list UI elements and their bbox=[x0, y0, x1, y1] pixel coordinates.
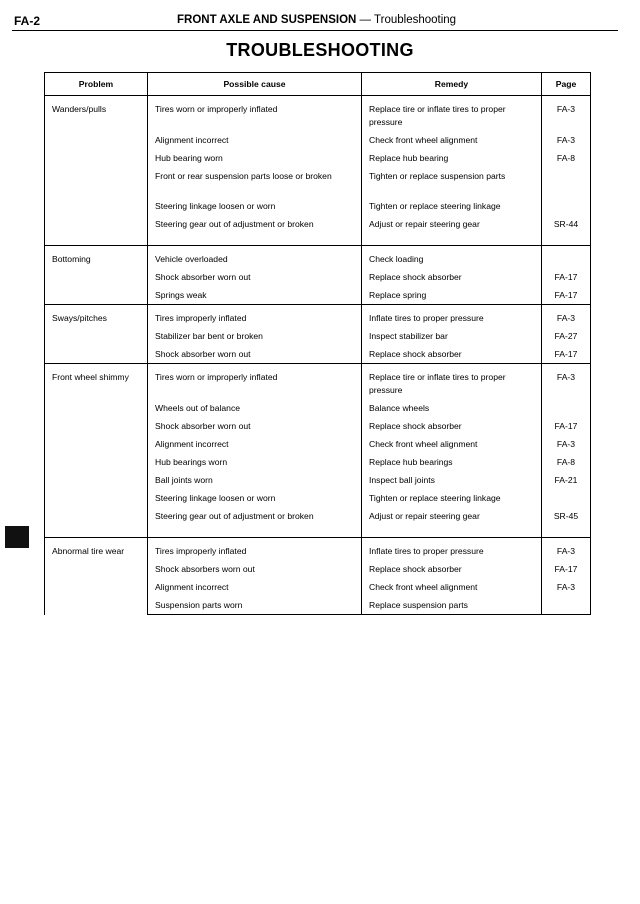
possible-cause-cell bbox=[148, 364, 362, 400]
table-row bbox=[45, 538, 591, 561]
possible-cause-text: Ball joints worn bbox=[155, 475, 213, 485]
page-cell bbox=[542, 435, 591, 453]
possible-cause-text: Tires improperly inflated bbox=[155, 313, 247, 323]
remedy-cell bbox=[362, 327, 542, 345]
page-cell bbox=[542, 268, 591, 286]
page-text: FA-21 bbox=[554, 475, 578, 485]
remedy-text: Replace suspension parts bbox=[369, 600, 468, 610]
possible-cause-text: Wheels out of balance bbox=[155, 403, 241, 413]
possible-cause-text: Alignment incorrect bbox=[155, 135, 229, 145]
page-cell bbox=[542, 131, 591, 149]
page-title: TROUBLESHOOTING bbox=[226, 40, 414, 60]
remedy-text: Tighten or replace steering linkage bbox=[369, 201, 501, 211]
possible-cause-text: Vehicle overloaded bbox=[155, 254, 228, 264]
remedy-cell bbox=[362, 560, 542, 578]
problem-cell bbox=[45, 538, 148, 615]
remedy-cell bbox=[362, 131, 542, 149]
possible-cause-text: Shock absorbers worn out bbox=[155, 564, 255, 574]
possible-cause-cell bbox=[148, 305, 362, 328]
possible-cause-cell bbox=[148, 345, 362, 364]
header-rule bbox=[12, 30, 618, 31]
possible-cause-cell bbox=[148, 538, 362, 561]
page-cell bbox=[542, 417, 591, 435]
remedy-cell bbox=[362, 268, 542, 286]
remedy-cell bbox=[362, 345, 542, 364]
possible-cause-text: Hub bearing worn bbox=[155, 153, 223, 163]
page-cell bbox=[542, 149, 591, 167]
remedy-cell bbox=[362, 489, 542, 507]
remedy-text: Replace shock absorber bbox=[369, 564, 462, 574]
page-text bbox=[542, 596, 590, 613]
remedy-cell bbox=[362, 197, 542, 215]
remedy-cell bbox=[362, 215, 542, 246]
page-code: FA-2 bbox=[14, 14, 41, 28]
page-cell bbox=[542, 507, 591, 538]
page-cell bbox=[542, 578, 591, 596]
possible-cause-cell bbox=[148, 471, 362, 489]
possible-cause-text: Tires improperly inflated bbox=[155, 546, 247, 556]
page-text: FA-17 bbox=[554, 290, 578, 300]
possible-cause-text: Front or rear suspension parts loose or broken bbox=[155, 171, 332, 181]
remedy-cell bbox=[362, 538, 542, 561]
page-cell bbox=[542, 538, 591, 561]
remedy-cell bbox=[362, 149, 542, 167]
possible-cause-cell bbox=[148, 417, 362, 435]
section-tab-marker bbox=[5, 526, 29, 548]
remedy-cell bbox=[362, 167, 542, 197]
remedy-text: Tighten or replace steering linkage bbox=[369, 493, 501, 503]
possible-cause-cell bbox=[148, 286, 362, 305]
page-cell bbox=[542, 327, 591, 345]
table-header-row bbox=[45, 73, 591, 96]
page-text: FA-3 bbox=[556, 546, 576, 556]
possible-cause-text: Steering linkage loosen or worn bbox=[155, 201, 276, 211]
page-text: SR-45 bbox=[553, 511, 579, 521]
page-text: FA-3 bbox=[556, 135, 576, 145]
remedy-cell bbox=[362, 417, 542, 435]
possible-cause-cell bbox=[148, 215, 362, 246]
possible-cause-cell bbox=[148, 197, 362, 215]
page-cell bbox=[542, 345, 591, 364]
page-text: FA-3 bbox=[556, 372, 576, 382]
page-cell bbox=[542, 596, 591, 615]
remedy-cell bbox=[362, 364, 542, 400]
remedy-text: Replace spring bbox=[369, 290, 427, 300]
troubleshooting-table bbox=[44, 72, 591, 615]
remedy-text: Tighten or replace suspension parts bbox=[369, 171, 506, 181]
possible-cause-text: Suspension parts worn bbox=[155, 600, 243, 610]
page-text: FA-8 bbox=[556, 457, 576, 467]
remedy-text: Adjust or repair steering gear bbox=[369, 511, 480, 521]
possible-cause-cell bbox=[148, 327, 362, 345]
possible-cause-cell bbox=[148, 268, 362, 286]
possible-cause-text: Tires worn or improperly inflated bbox=[155, 104, 278, 114]
remedy-cell bbox=[362, 96, 542, 132]
remedy-text: Replace tire or inflate tires to proper pressure bbox=[369, 372, 506, 395]
page-text bbox=[542, 246, 590, 267]
problem-cell bbox=[45, 96, 148, 246]
column-header-problem: Problem bbox=[45, 73, 148, 96]
title-separator: — bbox=[359, 14, 372, 26]
remedy-text: Replace tire or inflate tires to proper pressure bbox=[369, 104, 506, 127]
problem-label: Bottoming bbox=[52, 254, 91, 264]
problem-label: Sways/pitches bbox=[52, 313, 107, 323]
possible-cause-text: Shock absorber worn out bbox=[155, 349, 251, 359]
possible-cause-cell bbox=[148, 560, 362, 578]
table-row bbox=[45, 96, 591, 132]
remedy-cell bbox=[362, 596, 542, 615]
page-cell bbox=[542, 471, 591, 489]
page-cell bbox=[542, 305, 591, 328]
remedy-text: Replace shock absorber bbox=[369, 421, 462, 431]
subsection-name: Troubleshooting bbox=[374, 14, 457, 26]
page-text: FA-3 bbox=[556, 313, 576, 323]
page-text bbox=[542, 489, 590, 506]
table-row bbox=[45, 364, 591, 400]
page-text: FA-3 bbox=[556, 439, 576, 449]
possible-cause-cell bbox=[148, 399, 362, 417]
remedy-cell bbox=[362, 453, 542, 471]
remedy-text: Inspect stabilizer bar bbox=[369, 331, 448, 341]
remedy-text: Inflate tires to proper pressure bbox=[369, 313, 484, 323]
remedy-text: Check front wheel alignment bbox=[369, 582, 478, 592]
remedy-cell bbox=[362, 507, 542, 538]
possible-cause-cell bbox=[148, 596, 362, 615]
page-text bbox=[542, 167, 590, 197]
table-row bbox=[45, 246, 591, 269]
possible-cause-cell bbox=[148, 578, 362, 596]
column-header-possible-cause: Possible cause bbox=[148, 73, 362, 96]
possible-cause-text: Tires worn or improperly inflated bbox=[155, 372, 278, 382]
remedy-text: Balance wheels bbox=[369, 403, 430, 413]
page-cell bbox=[542, 215, 591, 246]
remedy-cell bbox=[362, 305, 542, 328]
page-cell bbox=[542, 197, 591, 215]
problem-label: Wanders/pulls bbox=[52, 104, 107, 114]
problem-label: Abnormal tire wear bbox=[52, 546, 125, 556]
column-header-remedy: Remedy bbox=[362, 73, 542, 96]
section-name: FRONT AXLE AND SUSPENSION bbox=[177, 14, 357, 26]
possible-cause-text: Steering linkage loosen or worn bbox=[155, 493, 276, 503]
page-cell bbox=[542, 399, 591, 417]
page-text: FA-8 bbox=[556, 153, 576, 163]
section-title bbox=[177, 14, 456, 26]
remedy-text: Replace hub bearings bbox=[369, 457, 453, 467]
page-text: FA-17 bbox=[554, 272, 578, 282]
page-text: FA-27 bbox=[554, 331, 578, 341]
remedy-text: Inspect ball joints bbox=[369, 475, 435, 485]
page-text bbox=[542, 399, 590, 416]
problem-cell bbox=[45, 364, 148, 538]
possible-cause-cell bbox=[148, 435, 362, 453]
remedy-cell bbox=[362, 286, 542, 305]
page-cell bbox=[542, 453, 591, 471]
possible-cause-text: Stabilizer bar bent or broken bbox=[155, 331, 263, 341]
possible-cause-text: Hub bearings worn bbox=[155, 457, 228, 467]
page-text: FA-17 bbox=[554, 564, 578, 574]
possible-cause-cell bbox=[148, 453, 362, 471]
possible-cause-text: Shock absorber worn out bbox=[155, 421, 251, 431]
remedy-cell bbox=[362, 246, 542, 269]
page-cell bbox=[542, 489, 591, 507]
possible-cause-cell bbox=[148, 149, 362, 167]
problem-cell bbox=[45, 246, 148, 305]
page-text: FA-3 bbox=[556, 582, 576, 592]
possible-cause-text: Steering gear out of adjustment or broken bbox=[155, 511, 314, 521]
remedy-text: Check front wheel alignment bbox=[369, 439, 478, 449]
possible-cause-text: Springs weak bbox=[155, 290, 207, 300]
page-text: FA-3 bbox=[556, 104, 576, 114]
page-cell bbox=[542, 560, 591, 578]
remedy-text: Check front wheel alignment bbox=[369, 135, 478, 145]
page-cell bbox=[542, 364, 591, 400]
problem-label: Front wheel shimmy bbox=[52, 372, 129, 382]
possible-cause-cell bbox=[148, 131, 362, 149]
possible-cause-cell bbox=[148, 507, 362, 538]
remedy-text: Replace hub bearing bbox=[369, 153, 449, 163]
possible-cause-text: Shock absorber worn out bbox=[155, 272, 251, 282]
remedy-cell bbox=[362, 435, 542, 453]
page-text bbox=[542, 197, 590, 214]
table-row bbox=[45, 305, 591, 328]
possible-cause-cell bbox=[148, 489, 362, 507]
page-cell bbox=[542, 96, 591, 132]
remedy-cell bbox=[362, 471, 542, 489]
possible-cause-text: Alignment incorrect bbox=[155, 582, 229, 592]
possible-cause-cell bbox=[148, 246, 362, 269]
remedy-cell bbox=[362, 578, 542, 596]
column-header-page: Page bbox=[542, 73, 591, 96]
possible-cause-text: Steering gear out of adjustment or broken bbox=[155, 219, 314, 229]
page-cell bbox=[542, 246, 591, 269]
page-text: SR-44 bbox=[553, 219, 579, 229]
page-cell bbox=[542, 286, 591, 305]
page-cell bbox=[542, 167, 591, 197]
page-text: FA-17 bbox=[554, 349, 578, 359]
remedy-text: Check loading bbox=[369, 254, 424, 264]
problem-cell bbox=[45, 305, 148, 364]
possible-cause-cell bbox=[148, 96, 362, 132]
remedy-text: Inflate tires to proper pressure bbox=[369, 546, 484, 556]
remedy-text: Adjust or repair steering gear bbox=[369, 219, 480, 229]
remedy-cell bbox=[362, 399, 542, 417]
possible-cause-text: Alignment incorrect bbox=[155, 439, 229, 449]
remedy-text: Replace shock absorber bbox=[369, 272, 462, 282]
remedy-text: Replace shock absorber bbox=[369, 349, 462, 359]
possible-cause-cell bbox=[148, 167, 362, 197]
page-text: FA-17 bbox=[554, 421, 578, 431]
table-body bbox=[45, 96, 591, 615]
